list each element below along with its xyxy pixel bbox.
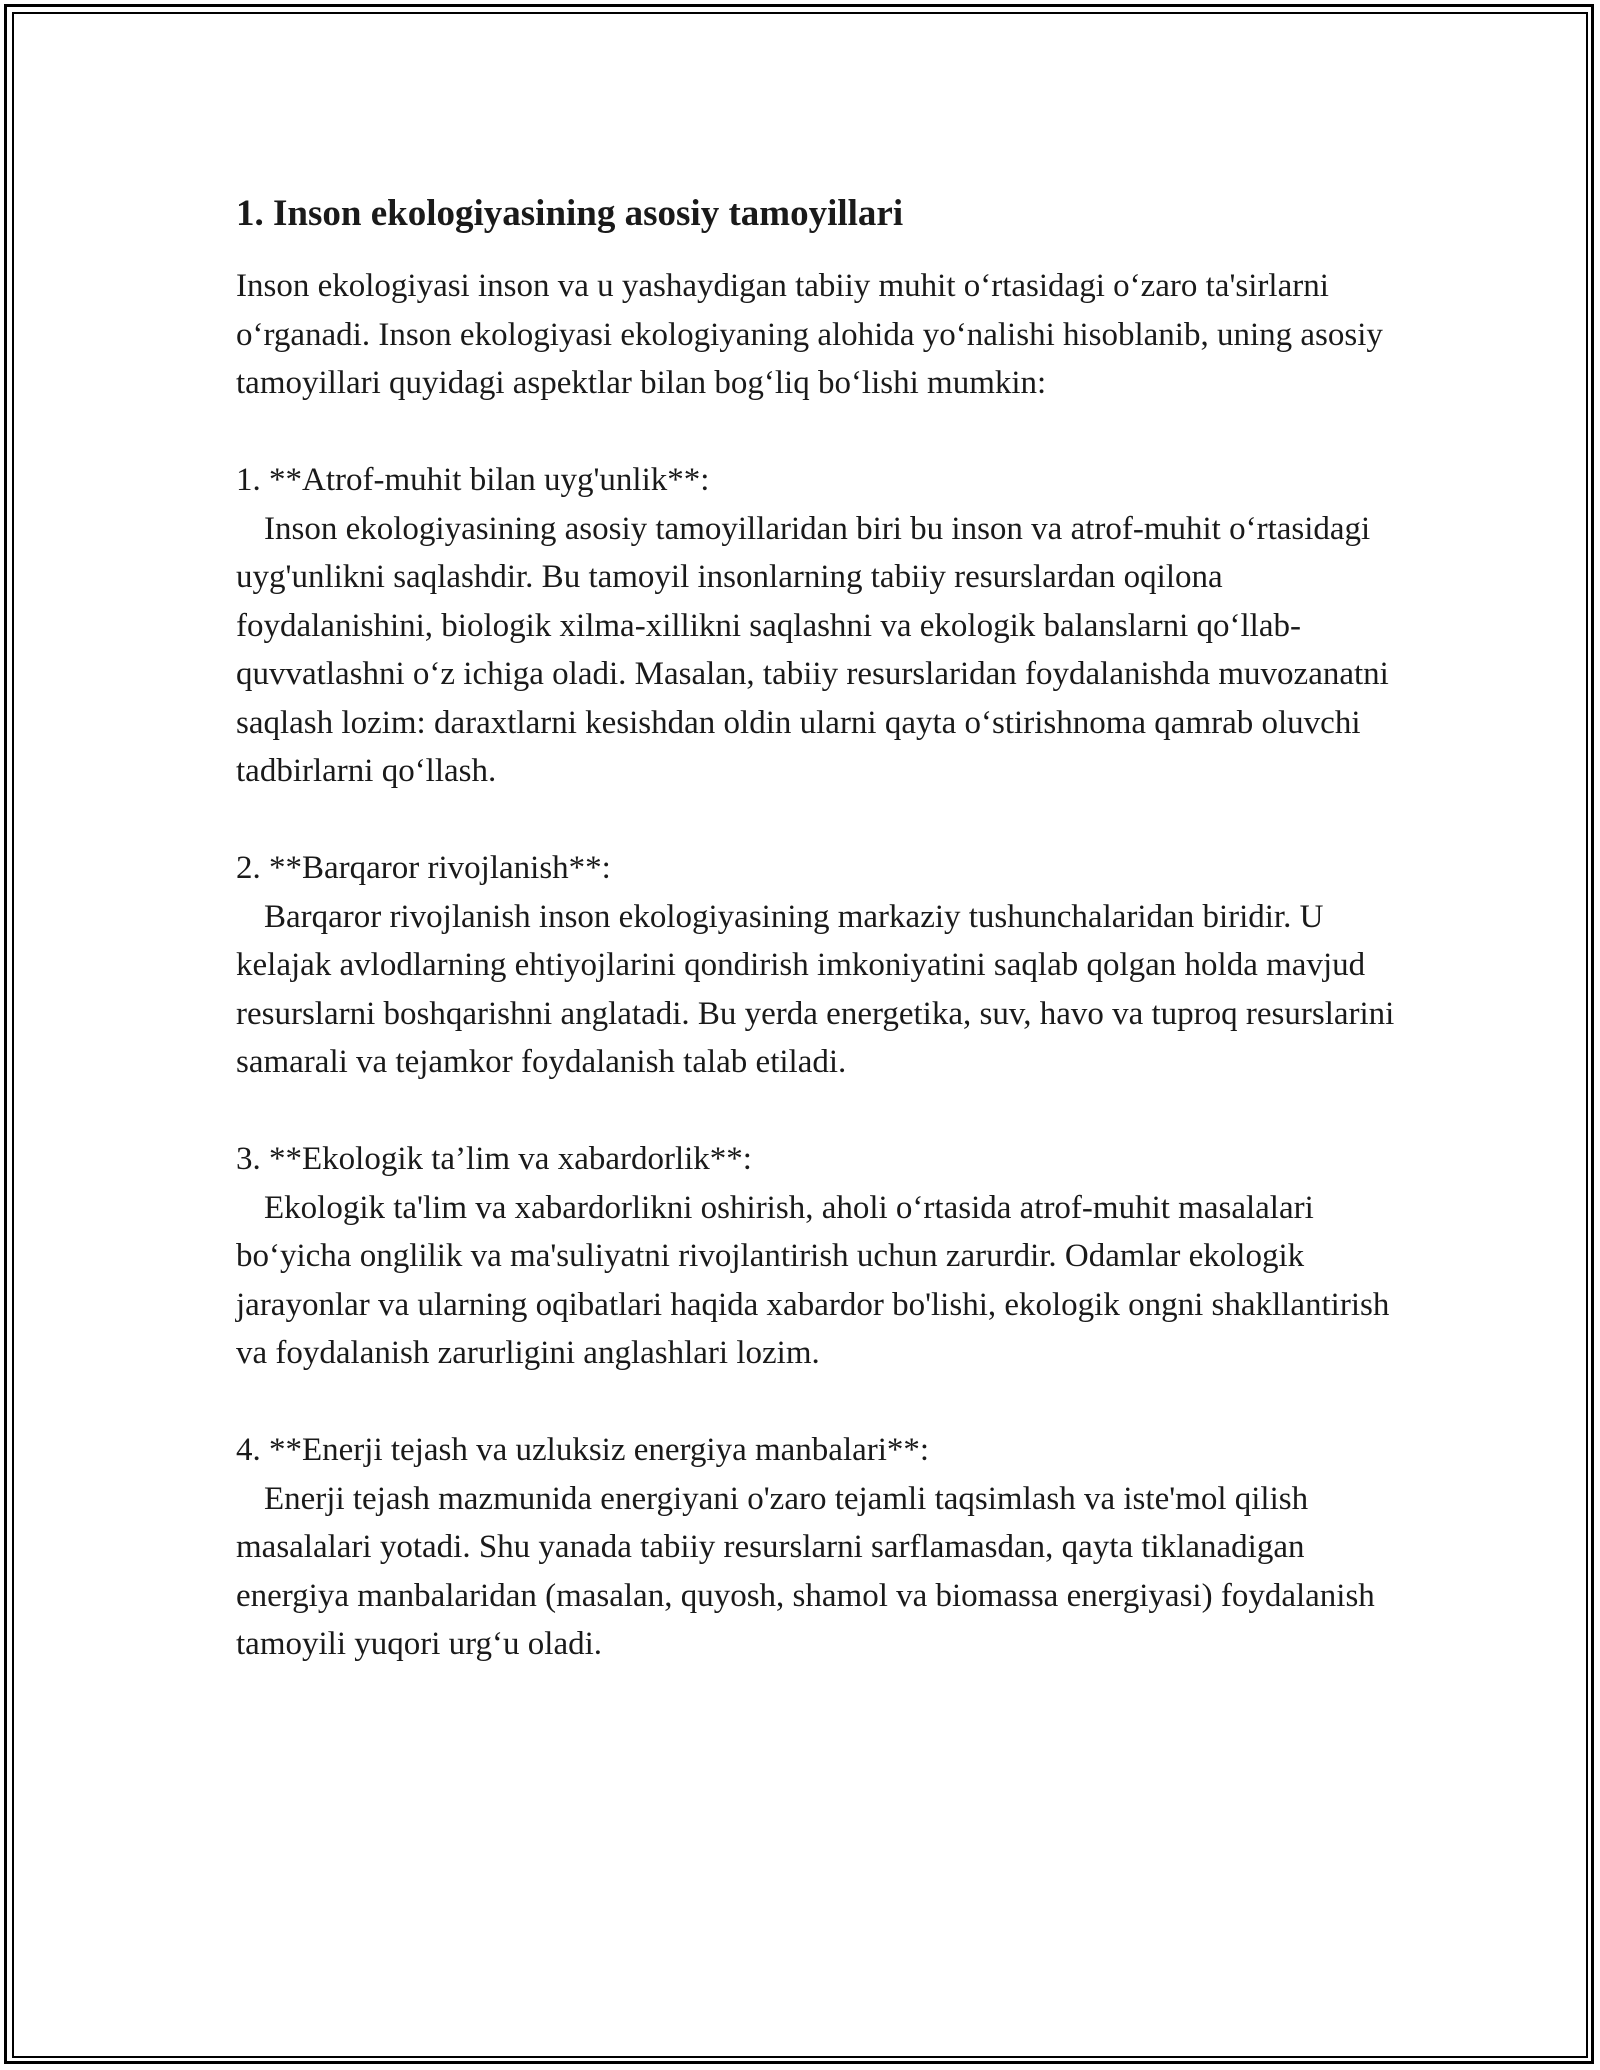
section-title: 1. **Atrof-muhit bilan uyg'unlik**:	[236, 462, 710, 498]
intro-paragraph: Inson ekologiyasi inson va u yashaydigan tabiiy muhit o‘rtasidagi o‘zaro ta'sirlarni o‘rganadi. Inson ekologiyasi ekologiyaning alohida yo‘nalishi hisoblanib, uning asosiy tamoyillari quyidagi aspektlar bilan bog‘liq bo‘lishi mumkin:	[236, 268, 1392, 401]
section-3	[236, 1135, 1396, 1378]
section-body: Barqaror rivojlanish inson ekologiyasining markaziy tushunchalaridan biridir. U kelajak avlodlarning ehtiyojlarini qondirish imkoniyatini saqlab qolgan holda mavjud resurslarni boshqarishni anglatadi. Bu yerda energetika, suv, havo va tuproq resurslarini samarali va tejamkor foydalanish talab etiladi.	[236, 898, 1403, 1080]
document-content	[236, 190, 1403, 1669]
document-heading: 1. Inson ekologiyasining asosiy tamoyillari	[236, 193, 904, 234]
section-title: 2. **Barqaror rivojlanish**:	[236, 850, 611, 886]
section-1	[236, 456, 1396, 796]
section-2	[236, 844, 1403, 1087]
section-body: Inson ekologiyasining asosiy tamoyillaridan biri bu inson va atrof-muhit o‘rtasidagi uyg'unlikni saqlashdir. Bu tamoyil insonlarning tabiiy resurslardan oqilona foydalanishini, biologik xilma-xillikni saqlashni va ekologik balanslarni qo‘llab-quvvatlashni o‘z ichiga oladi. Masalan, tabiiy resurslaridan foydalanishda muvozanatni saqlash lozim: daraxtlarni kesishdan oldin ularni qayta o‘stirishnoma qamrab oluvchi tadbirlarni qo‘llash.	[236, 510, 1398, 789]
section-4	[236, 1426, 1396, 1669]
section-body: Ekologik ta'lim va xabardorlikni oshirish, aholi o‘rtasida atrof-muhit masalalari bo‘yicha onglilik va ma'suliyatni rivojlantirish uchun zarurdir. Odamlar ekologik jarayonlar va ularning oqibatlari haqida xabardor bo'lishi, ekologik ongni shakllantirish va foydalanish zarurligini anglashlari lozim.	[236, 1189, 1398, 1371]
section-body: Enerji tejash mazmunida energiyani o'zaro tejamli taqsimlash va iste'mol qilish masalalari yotadi. Shu yanada tabiiy resurslarni sarflamasdan, qayta tiklanadigan energiya manbalaridan (masalan, quyosh, shamol va biomassa energiyasi) foydalanish tamoyili yuqori urg‘u oladi.	[236, 1480, 1384, 1662]
section-title: 4. **Enerji tejash va uzluksiz energiya manbalari**:	[236, 1432, 930, 1468]
section-title: 3. **Ekologik ta’lim va xabardorlik**:	[236, 1141, 752, 1177]
